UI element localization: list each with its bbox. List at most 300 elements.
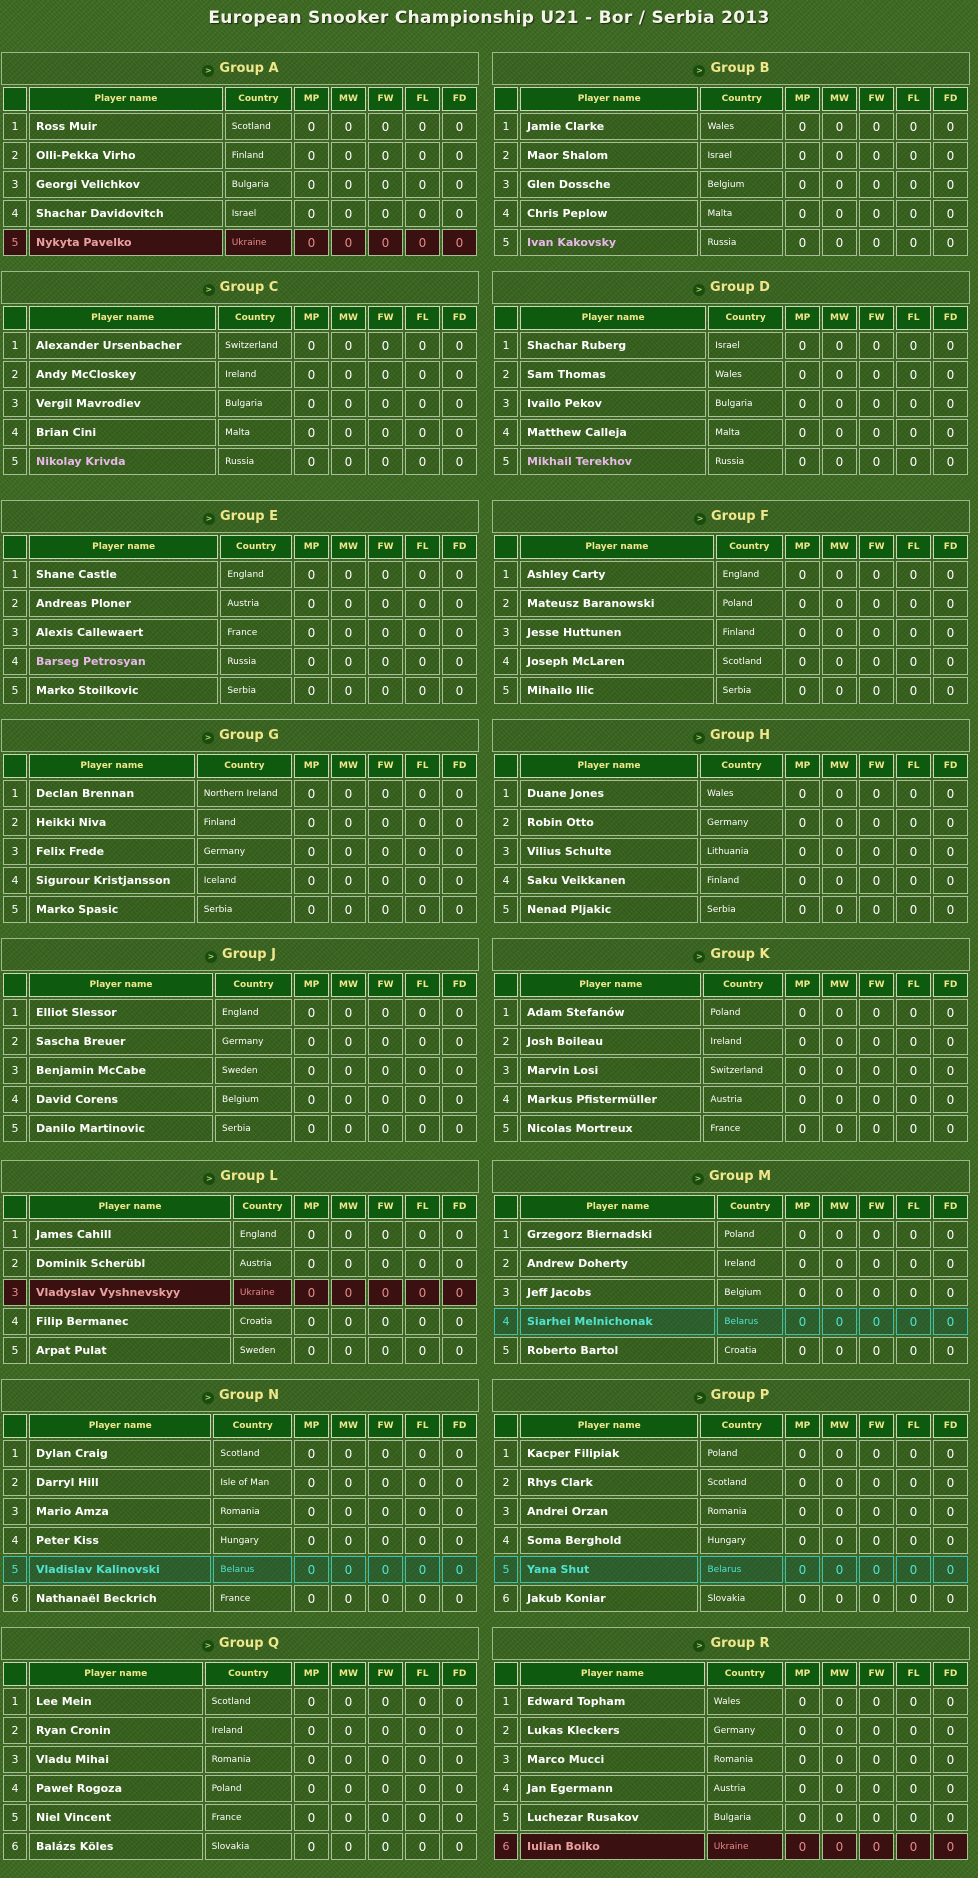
stat-mp: 0 bbox=[785, 1688, 820, 1715]
row-number: 4 bbox=[494, 1775, 518, 1802]
col-mw: MW bbox=[331, 1195, 366, 1219]
row-number: 3 bbox=[494, 1498, 518, 1525]
stat-fl: 0 bbox=[405, 142, 440, 169]
group-header bbox=[492, 1627, 970, 1660]
stat-mw: 0 bbox=[822, 1775, 857, 1802]
group-arrow-icon[interactable]: > bbox=[202, 512, 216, 526]
player-row bbox=[3, 1498, 477, 1525]
player-row bbox=[3, 390, 477, 417]
col-fw: FW bbox=[368, 306, 403, 330]
stat-fw: 0 bbox=[859, 999, 894, 1026]
header-row bbox=[3, 973, 477, 997]
stat-fd: 0 bbox=[933, 1250, 968, 1277]
player-name: Andrew Doherty bbox=[520, 1250, 715, 1277]
group-table bbox=[492, 1193, 970, 1366]
stat-fw: 0 bbox=[859, 1804, 894, 1831]
row-number: 3 bbox=[3, 1279, 27, 1306]
stat-mw: 0 bbox=[822, 142, 857, 169]
stat-mp: 0 bbox=[294, 590, 329, 617]
stat-mp: 0 bbox=[785, 1337, 820, 1364]
player-name: Paweł Rogoza bbox=[29, 1775, 203, 1802]
stat-fw: 0 bbox=[859, 648, 894, 675]
player-name: Grzegorz Biernadski bbox=[520, 1221, 715, 1248]
col-fl: FL bbox=[896, 1662, 931, 1686]
group-header bbox=[492, 271, 970, 304]
group-title: Group F bbox=[711, 509, 769, 524]
stat-mp: 0 bbox=[785, 1556, 820, 1583]
row-number: 1 bbox=[494, 1221, 518, 1248]
col-mp: MP bbox=[294, 535, 329, 559]
stat-mw: 0 bbox=[822, 448, 857, 475]
col-num bbox=[494, 535, 518, 559]
player-name: Mario Amza bbox=[29, 1498, 211, 1525]
player-name: Ivan Kakovsky bbox=[520, 229, 698, 256]
stat-mw: 0 bbox=[822, 1469, 857, 1496]
stat-mw: 0 bbox=[331, 1717, 366, 1744]
player-row bbox=[3, 200, 477, 227]
stat-fw: 0 bbox=[859, 619, 894, 646]
group-arrow-icon[interactable]: > bbox=[692, 950, 706, 964]
stat-fw: 0 bbox=[368, 1337, 403, 1364]
col-player: Player name bbox=[520, 1414, 698, 1438]
stat-fw: 0 bbox=[859, 1250, 894, 1277]
player-row bbox=[494, 1498, 968, 1525]
player-row bbox=[3, 648, 477, 675]
stat-fd: 0 bbox=[442, 619, 477, 646]
stat-mw: 0 bbox=[822, 896, 857, 923]
player-name: Niel Vincent bbox=[29, 1804, 203, 1831]
stat-fd: 0 bbox=[933, 1057, 968, 1084]
stat-fl: 0 bbox=[405, 1221, 440, 1248]
group-title: Group E bbox=[220, 509, 278, 524]
player-name: Jakub Koniar bbox=[520, 1585, 698, 1612]
stat-mp: 0 bbox=[294, 1746, 329, 1773]
player-country: Israel bbox=[225, 200, 292, 227]
stat-mw: 0 bbox=[822, 1279, 857, 1306]
stat-fl: 0 bbox=[405, 1279, 440, 1306]
stat-fw: 0 bbox=[368, 1717, 403, 1744]
stat-fw: 0 bbox=[368, 200, 403, 227]
stat-fl: 0 bbox=[896, 113, 931, 140]
player-name: Saku Veikkanen bbox=[520, 867, 698, 894]
header-row bbox=[3, 306, 477, 330]
stat-fw: 0 bbox=[859, 1775, 894, 1802]
col-player: Player name bbox=[520, 1195, 715, 1219]
stat-mp: 0 bbox=[785, 1804, 820, 1831]
player-country: Wales bbox=[708, 361, 783, 388]
stat-fl: 0 bbox=[896, 448, 931, 475]
player-country: Finland bbox=[197, 809, 292, 836]
stat-fl: 0 bbox=[896, 1804, 931, 1831]
stat-mp: 0 bbox=[294, 361, 329, 388]
row-number: 2 bbox=[494, 142, 518, 169]
stat-fw: 0 bbox=[368, 419, 403, 446]
col-num bbox=[3, 1662, 27, 1686]
group-arrow-icon[interactable]: > bbox=[202, 283, 216, 297]
stat-mw: 0 bbox=[331, 171, 366, 198]
header-row bbox=[3, 1195, 477, 1219]
stat-mp: 0 bbox=[785, 1833, 820, 1860]
player-name: Jamie Clarke bbox=[520, 113, 698, 140]
header-row bbox=[3, 1662, 477, 1686]
player-name: Vladyslav Vyshnevskyy bbox=[29, 1279, 231, 1306]
player-name: Ross Muir bbox=[29, 113, 223, 140]
stat-fl: 0 bbox=[405, 590, 440, 617]
group-arrow-icon[interactable]: > bbox=[692, 1639, 706, 1653]
stat-mp: 0 bbox=[785, 1086, 820, 1113]
col-mw: MW bbox=[822, 1195, 857, 1219]
player-row bbox=[494, 1250, 968, 1277]
group-title: Group A bbox=[219, 61, 279, 76]
stat-fd: 0 bbox=[442, 867, 477, 894]
row-number: 2 bbox=[3, 809, 27, 836]
player-row bbox=[494, 999, 968, 1026]
col-num bbox=[494, 1414, 518, 1438]
player-row bbox=[3, 1585, 477, 1612]
stat-fw: 0 bbox=[859, 1469, 894, 1496]
row-number: 1 bbox=[494, 561, 518, 588]
stat-fw: 0 bbox=[368, 1115, 403, 1142]
col-fw: FW bbox=[859, 754, 894, 778]
group-n bbox=[1, 1379, 479, 1614]
col-player: Player name bbox=[520, 1662, 705, 1686]
group-arrow-icon[interactable]: > bbox=[692, 64, 706, 78]
player-country: Ireland bbox=[218, 361, 292, 388]
stat-mp: 0 bbox=[785, 999, 820, 1026]
player-name: Benjamin McCabe bbox=[29, 1057, 213, 1084]
stat-mp: 0 bbox=[294, 999, 329, 1026]
player-row bbox=[494, 1688, 968, 1715]
player-name: Darryl Hill bbox=[29, 1469, 211, 1496]
group-table bbox=[1, 304, 479, 477]
header-row bbox=[3, 1414, 477, 1438]
header-row bbox=[494, 535, 968, 559]
col-fl: FL bbox=[896, 306, 931, 330]
stat-fl: 0 bbox=[896, 1717, 931, 1744]
player-row bbox=[494, 1086, 968, 1113]
stat-mp: 0 bbox=[785, 229, 820, 256]
player-row bbox=[3, 1717, 477, 1744]
row-number: 3 bbox=[3, 390, 27, 417]
player-name: Lee Mein bbox=[29, 1688, 203, 1715]
row-number: 1 bbox=[3, 780, 27, 807]
stat-fd: 0 bbox=[442, 361, 477, 388]
stat-fl: 0 bbox=[896, 867, 931, 894]
col-country: Country bbox=[700, 754, 783, 778]
row-number: 5 bbox=[494, 448, 518, 475]
group-header bbox=[1, 1627, 479, 1660]
stat-fl: 0 bbox=[405, 1585, 440, 1612]
stat-fd: 0 bbox=[933, 361, 968, 388]
stat-fw: 0 bbox=[859, 200, 894, 227]
stat-fd: 0 bbox=[442, 1279, 477, 1306]
col-fw: FW bbox=[859, 1195, 894, 1219]
stat-fw: 0 bbox=[368, 1833, 403, 1860]
player-row bbox=[3, 1057, 477, 1084]
row-number: 4 bbox=[494, 200, 518, 227]
group-arrow-icon[interactable]: > bbox=[202, 1172, 216, 1186]
stat-mw: 0 bbox=[331, 1527, 366, 1554]
player-country: Germany bbox=[707, 1717, 783, 1744]
group-title: Group K bbox=[710, 947, 770, 962]
row-number: 5 bbox=[3, 1804, 27, 1831]
stat-fl: 0 bbox=[896, 677, 931, 704]
stat-mp: 0 bbox=[785, 200, 820, 227]
row-number: 1 bbox=[494, 780, 518, 807]
group-arrow-icon[interactable]: > bbox=[692, 731, 706, 745]
stat-fl: 0 bbox=[405, 780, 440, 807]
stat-mw: 0 bbox=[331, 1057, 366, 1084]
stat-mp: 0 bbox=[785, 1308, 820, 1335]
row-number: 5 bbox=[494, 1337, 518, 1364]
stat-fw: 0 bbox=[368, 1746, 403, 1773]
stat-fd: 0 bbox=[933, 1440, 968, 1467]
stat-mw: 0 bbox=[822, 1086, 857, 1113]
col-country: Country bbox=[215, 973, 292, 997]
player-row bbox=[3, 999, 477, 1026]
stat-fw: 0 bbox=[368, 142, 403, 169]
stat-fw: 0 bbox=[368, 229, 403, 256]
col-fd: FD bbox=[933, 1414, 968, 1438]
stat-fw: 0 bbox=[859, 838, 894, 865]
stat-fw: 0 bbox=[859, 171, 894, 198]
group-arrow-icon[interactable]: > bbox=[693, 1391, 707, 1405]
player-name: Dominik Scherübl bbox=[29, 1250, 231, 1277]
player-country: Croatia bbox=[717, 1337, 783, 1364]
player-country: Austria bbox=[707, 1775, 783, 1802]
col-fl: FL bbox=[896, 87, 931, 111]
stat-fd: 0 bbox=[933, 780, 968, 807]
player-name: James Cahill bbox=[29, 1221, 231, 1248]
stat-mw: 0 bbox=[331, 1279, 366, 1306]
stat-mw: 0 bbox=[331, 1556, 366, 1583]
stat-fl: 0 bbox=[405, 838, 440, 865]
stat-mp: 0 bbox=[785, 1775, 820, 1802]
player-country: Wales bbox=[700, 113, 783, 140]
player-name: Heikki Niva bbox=[29, 809, 195, 836]
col-mp: MP bbox=[785, 1195, 820, 1219]
stat-fl: 0 bbox=[405, 1498, 440, 1525]
group-g bbox=[1, 719, 479, 925]
player-name: Marko Stoilkovic bbox=[29, 677, 218, 704]
stat-fl: 0 bbox=[405, 1337, 440, 1364]
row-number: 5 bbox=[3, 1115, 27, 1142]
group-arrow-icon[interactable]: > bbox=[201, 1639, 215, 1653]
stat-fd: 0 bbox=[442, 896, 477, 923]
col-fd: FD bbox=[442, 973, 477, 997]
col-fl: FL bbox=[405, 754, 440, 778]
stat-fl: 0 bbox=[896, 332, 931, 359]
stat-mw: 0 bbox=[822, 1057, 857, 1084]
stat-fd: 0 bbox=[933, 1804, 968, 1831]
player-row bbox=[3, 419, 477, 446]
player-name: Marco Mucci bbox=[520, 1746, 705, 1773]
group-p bbox=[492, 1379, 970, 1614]
row-number: 1 bbox=[3, 1440, 27, 1467]
stat-mp: 0 bbox=[294, 1028, 329, 1055]
col-fd: FD bbox=[933, 1195, 968, 1219]
stat-fd: 0 bbox=[933, 619, 968, 646]
row-number: 4 bbox=[3, 867, 27, 894]
stat-fw: 0 bbox=[859, 1308, 894, 1335]
player-name: Nikolay Krivda bbox=[29, 448, 216, 475]
player-country: Poland bbox=[703, 999, 783, 1026]
stat-mw: 0 bbox=[331, 1804, 366, 1831]
stat-mp: 0 bbox=[785, 838, 820, 865]
col-fl: FL bbox=[896, 754, 931, 778]
player-name: Andy McCloskey bbox=[29, 361, 216, 388]
player-row bbox=[494, 1115, 968, 1142]
group-arrow-icon[interactable]: > bbox=[201, 1391, 215, 1405]
stat-mw: 0 bbox=[822, 590, 857, 617]
stat-fd: 0 bbox=[442, 1250, 477, 1277]
stat-fw: 0 bbox=[368, 390, 403, 417]
stat-mw: 0 bbox=[822, 677, 857, 704]
row-number: 4 bbox=[3, 1086, 27, 1113]
row-number: 3 bbox=[3, 1498, 27, 1525]
col-num bbox=[3, 87, 27, 111]
col-fd: FD bbox=[933, 754, 968, 778]
header-row bbox=[494, 973, 968, 997]
player-country: Israel bbox=[708, 332, 783, 359]
player-country: France bbox=[220, 619, 292, 646]
group-arrow-icon[interactable]: > bbox=[691, 1172, 705, 1186]
group-arrow-icon[interactable]: > bbox=[693, 512, 707, 526]
col-num bbox=[494, 1662, 518, 1686]
col-fl: FL bbox=[405, 973, 440, 997]
player-country: Poland bbox=[716, 590, 783, 617]
row-number: 5 bbox=[494, 229, 518, 256]
stat-fd: 0 bbox=[933, 229, 968, 256]
stat-fd: 0 bbox=[933, 1308, 968, 1335]
col-player: Player name bbox=[29, 306, 216, 330]
stat-mw: 0 bbox=[822, 1115, 857, 1142]
group-arrow-icon[interactable]: > bbox=[204, 950, 218, 964]
stat-mp: 0 bbox=[785, 113, 820, 140]
stat-fd: 0 bbox=[933, 142, 968, 169]
player-row bbox=[3, 1527, 477, 1554]
group-table bbox=[1, 752, 479, 925]
stat-fl: 0 bbox=[405, 171, 440, 198]
player-row bbox=[494, 1585, 968, 1612]
col-fl: FL bbox=[896, 973, 931, 997]
player-country: Sweden bbox=[233, 1337, 292, 1364]
stat-fw: 0 bbox=[859, 419, 894, 446]
player-country: Ukraine bbox=[707, 1833, 783, 1860]
stat-fd: 0 bbox=[442, 171, 477, 198]
stat-fl: 0 bbox=[896, 1527, 931, 1554]
player-country: Belarus bbox=[213, 1556, 292, 1583]
col-country: Country bbox=[220, 535, 292, 559]
player-name: Arpat Pulat bbox=[29, 1337, 231, 1364]
stat-fd: 0 bbox=[442, 1527, 477, 1554]
stat-fd: 0 bbox=[442, 1585, 477, 1612]
row-number: 2 bbox=[494, 1028, 518, 1055]
row-number: 5 bbox=[494, 896, 518, 923]
stat-mp: 0 bbox=[785, 142, 820, 169]
stat-mp: 0 bbox=[294, 1279, 329, 1306]
stat-fl: 0 bbox=[896, 561, 931, 588]
stat-fw: 0 bbox=[368, 809, 403, 836]
group-title: Group Q bbox=[218, 1636, 280, 1651]
col-country: Country bbox=[218, 306, 292, 330]
stat-mp: 0 bbox=[294, 1469, 329, 1496]
stat-fl: 0 bbox=[405, 1469, 440, 1496]
col-num bbox=[3, 535, 27, 559]
stat-mp: 0 bbox=[294, 171, 329, 198]
group-table bbox=[1, 1660, 479, 1862]
player-country: England bbox=[233, 1221, 292, 1248]
stat-mp: 0 bbox=[785, 1115, 820, 1142]
player-row bbox=[3, 590, 477, 617]
player-name: Nicolas Mortreux bbox=[520, 1115, 701, 1142]
col-fl: FL bbox=[405, 87, 440, 111]
stat-mp: 0 bbox=[785, 419, 820, 446]
row-number: 2 bbox=[494, 590, 518, 617]
stat-fl: 0 bbox=[896, 229, 931, 256]
stat-fd: 0 bbox=[442, 838, 477, 865]
player-name: Sigurour Kristjansson bbox=[29, 867, 195, 894]
player-row bbox=[3, 1775, 477, 1802]
row-number: 1 bbox=[3, 113, 27, 140]
group-arrow-icon[interactable]: > bbox=[692, 283, 706, 297]
player-name: Ryan Cronin bbox=[29, 1717, 203, 1744]
stat-fl: 0 bbox=[405, 1250, 440, 1277]
row-number: 2 bbox=[3, 590, 27, 617]
player-row bbox=[494, 200, 968, 227]
stat-fl: 0 bbox=[405, 677, 440, 704]
stat-fd: 0 bbox=[933, 1717, 968, 1744]
stat-mw: 0 bbox=[331, 1585, 366, 1612]
row-number: 5 bbox=[3, 229, 27, 256]
col-mp: MP bbox=[785, 306, 820, 330]
player-name: Elliot Slessor bbox=[29, 999, 213, 1026]
stat-fw: 0 bbox=[859, 896, 894, 923]
stat-fl: 0 bbox=[896, 1308, 931, 1335]
col-num bbox=[494, 754, 518, 778]
row-number: 3 bbox=[3, 1746, 27, 1773]
stat-mw: 0 bbox=[331, 332, 366, 359]
stat-fl: 0 bbox=[405, 1804, 440, 1831]
col-num bbox=[3, 973, 27, 997]
player-name: Marvin Losi bbox=[520, 1057, 701, 1084]
stat-fl: 0 bbox=[405, 1556, 440, 1583]
group-arrow-icon[interactable]: > bbox=[201, 731, 215, 745]
player-country: Belgium bbox=[717, 1279, 783, 1306]
col-country: Country bbox=[205, 1662, 292, 1686]
row-number: 4 bbox=[494, 1527, 518, 1554]
player-row bbox=[3, 1028, 477, 1055]
stat-mp: 0 bbox=[785, 390, 820, 417]
stat-mp: 0 bbox=[294, 896, 329, 923]
stat-fw: 0 bbox=[368, 1250, 403, 1277]
stat-mw: 0 bbox=[331, 1337, 366, 1364]
player-row bbox=[3, 142, 477, 169]
stat-fd: 0 bbox=[933, 809, 968, 836]
stat-fl: 0 bbox=[896, 142, 931, 169]
group-table bbox=[492, 304, 970, 477]
player-country: Belarus bbox=[717, 1308, 783, 1335]
player-name: Sascha Breuer bbox=[29, 1028, 213, 1055]
header-row bbox=[3, 535, 477, 559]
player-row bbox=[494, 419, 968, 446]
row-number: 5 bbox=[3, 677, 27, 704]
player-name: Adam Stefanów bbox=[520, 999, 701, 1026]
group-arrow-icon[interactable]: > bbox=[201, 64, 215, 78]
player-name: Shachar Ruberg bbox=[520, 332, 706, 359]
group-table bbox=[492, 1660, 970, 1862]
stat-fl: 0 bbox=[405, 1115, 440, 1142]
